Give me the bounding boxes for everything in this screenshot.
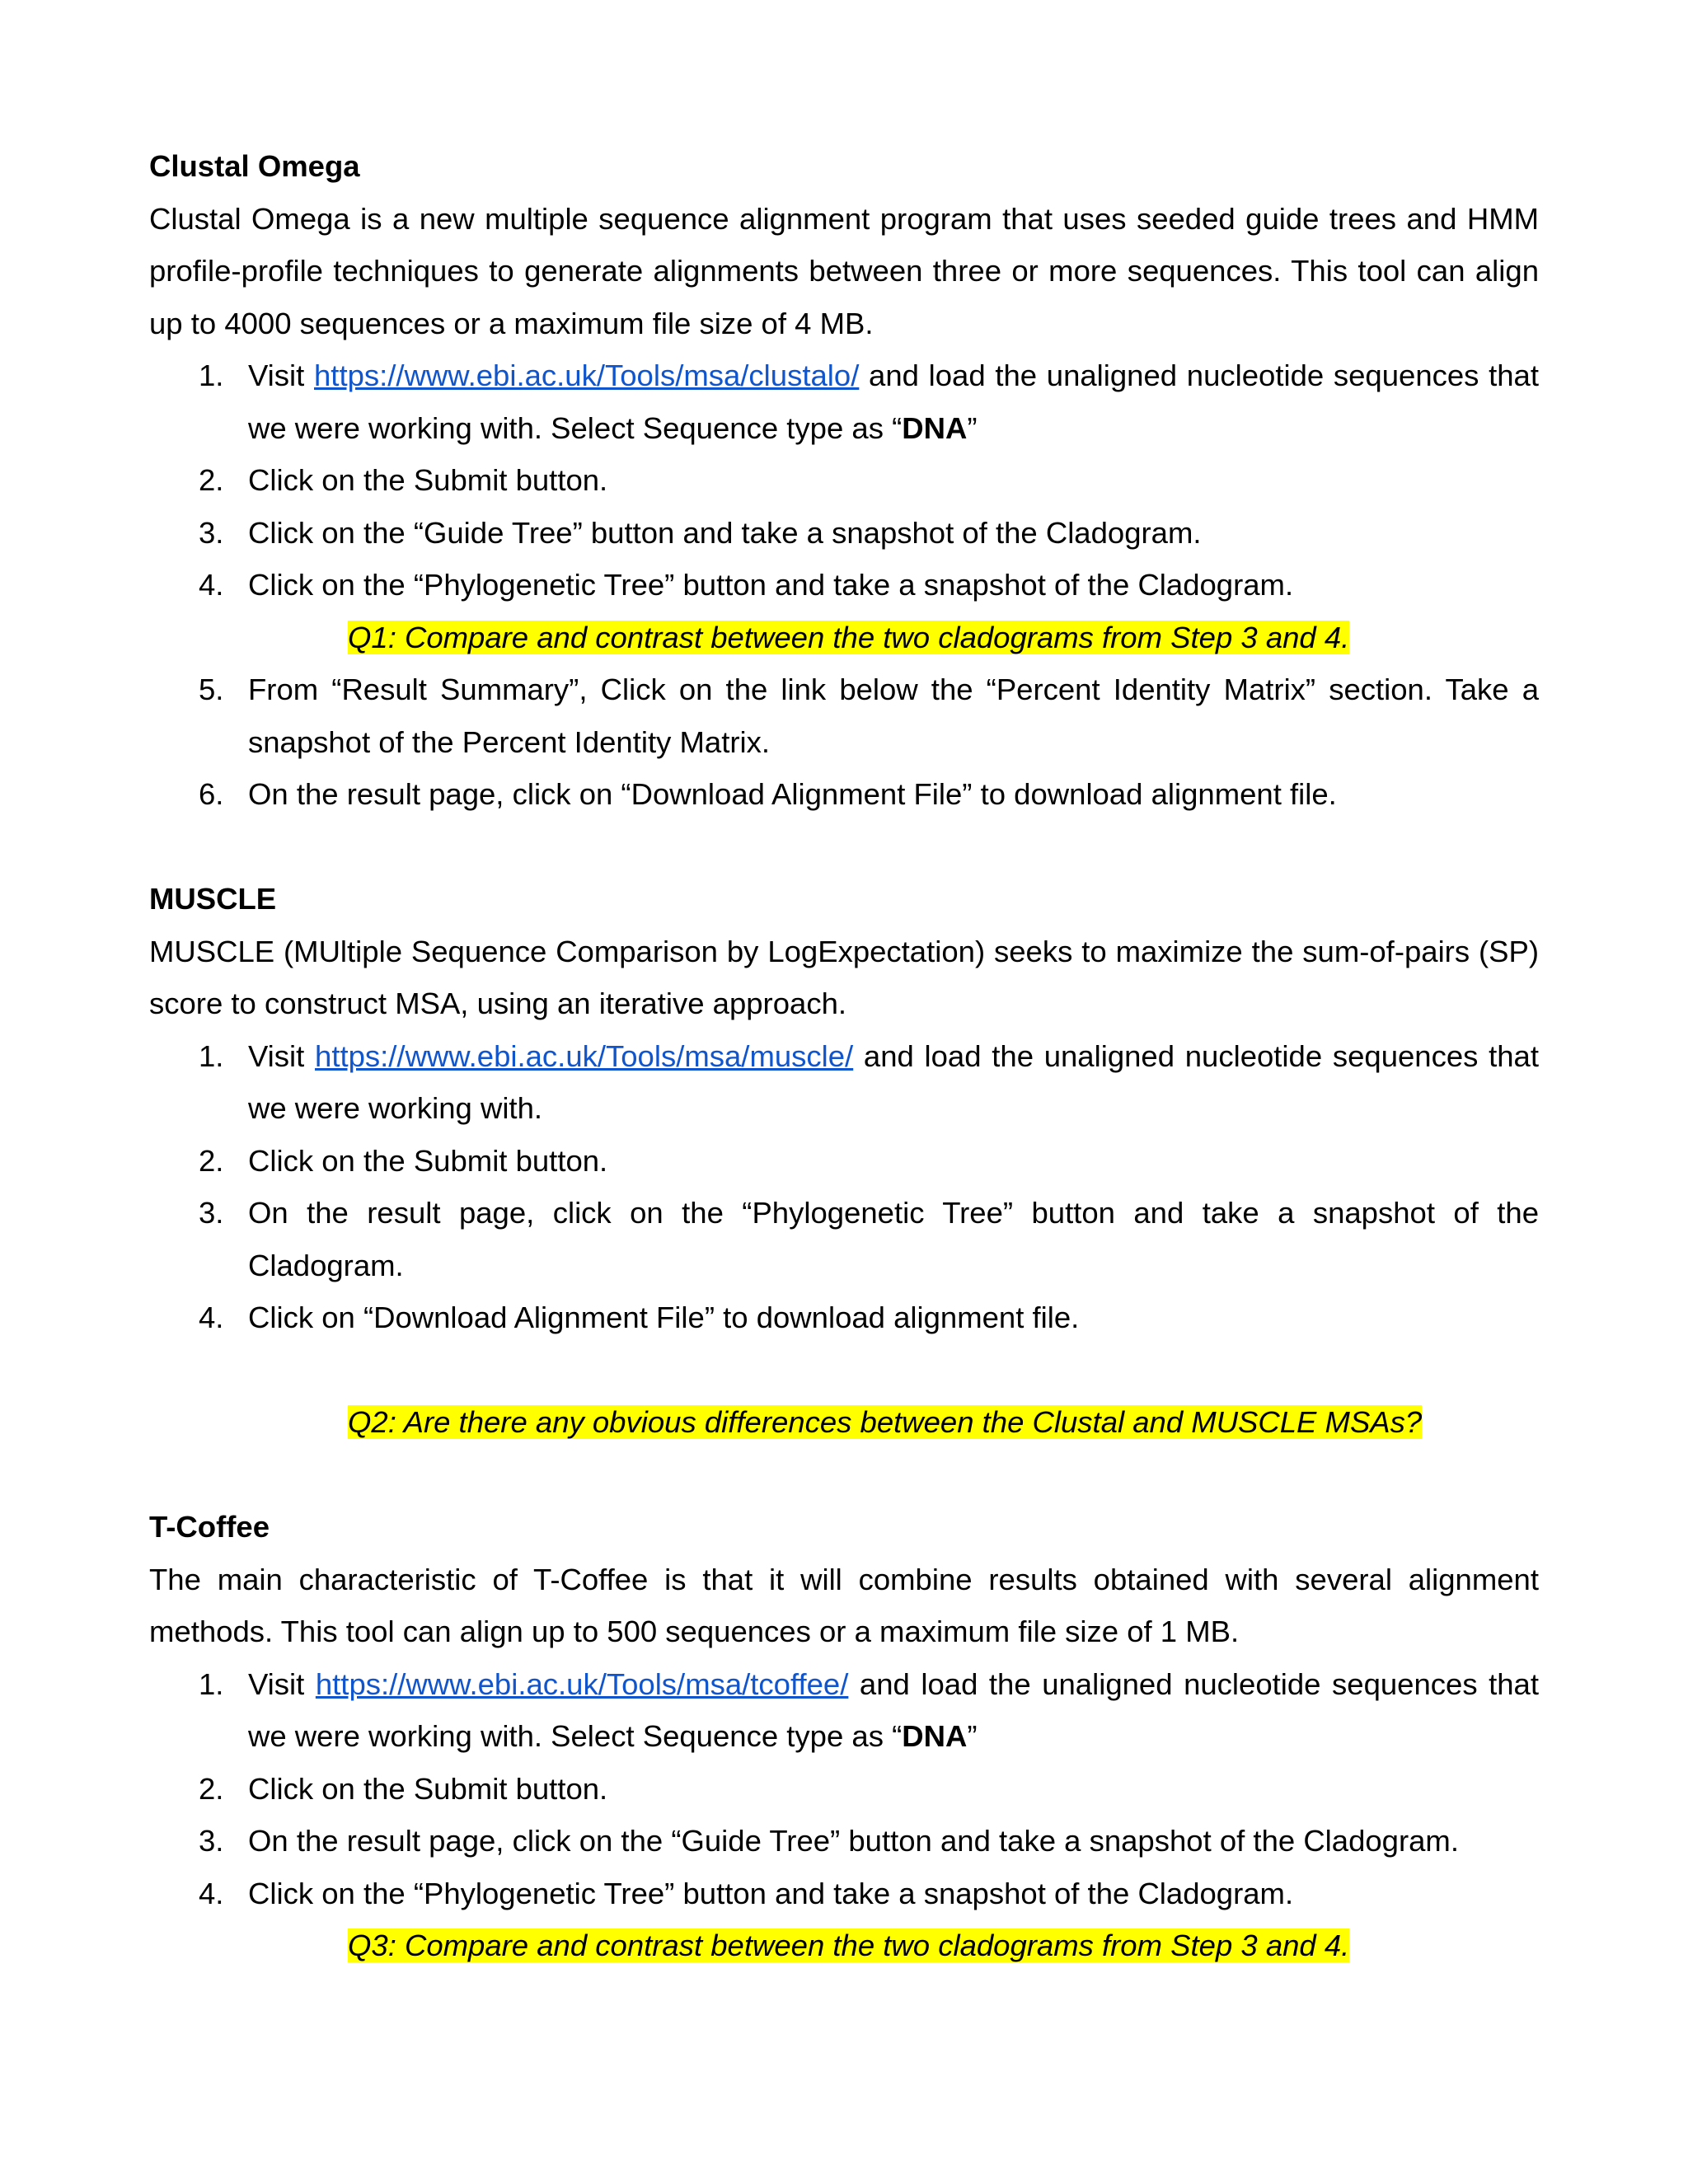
list-item xyxy=(149,559,1539,612)
list-item xyxy=(149,507,1539,560)
step-text-tail: ” xyxy=(967,410,978,445)
step-text: On the result page, click on the “Guide Tree” button and take a snapshot of the Cladogram. xyxy=(248,1824,1459,1858)
blank-line xyxy=(149,1344,1539,1397)
steps-list-continued xyxy=(149,663,1539,821)
section-muscle xyxy=(149,873,1539,1449)
tcoffee-link[interactable]: https://www.ebi.ac.uk/Tools/msa/tcoffee/ xyxy=(315,1666,849,1701)
step-text-pre: Visit xyxy=(248,359,314,392)
list-number: 5. xyxy=(199,673,224,706)
highlighted-question: Q3: Compare and contrast between the two cladograms from Step 3 and 4. xyxy=(348,1929,1350,1962)
steps-list xyxy=(149,1658,1539,1920)
list-item xyxy=(149,454,1539,507)
section-intro: Clustal Omega is a new multiple sequence alignment program that uses seeded guide trees and HMM profile-profile techniques to generate alignments between three or more sequences. This tool can align up to 4000 sequences or a maximum file size of 4 MB. xyxy=(149,201,1539,340)
step-text-tail: ” xyxy=(967,1719,978,1753)
list-number: 3. xyxy=(199,1196,224,1230)
list-item xyxy=(149,1135,1539,1188)
section-heading: MUSCLE xyxy=(149,882,277,916)
list-number: 4. xyxy=(199,1301,224,1334)
clustalo-link[interactable]: https://www.ebi.ac.uk/Tools/msa/clustalo/ xyxy=(314,359,860,392)
section-intro: MUSCLE (MUltiple Sequence Comparison by LogExpectation) seeks to maximize the sum-of-pairs (SP) score to construct MSA, using an iterative approach. xyxy=(149,934,1539,1020)
list-number: 1. xyxy=(199,359,224,392)
step-text: From “Result Summary”, Click on the link below the “Percent Identity Matrix” section. Take a snapshot of the Percent Identity Matrix. xyxy=(248,673,1539,759)
list-number: 4. xyxy=(199,568,224,602)
list-item xyxy=(149,349,1539,454)
step-text: On the result page, click on “Download Alignment File” to download alignment file. xyxy=(248,777,1337,811)
section-t-coffee xyxy=(149,1501,1539,1972)
step-text-bold: DNA xyxy=(902,410,968,445)
steps-list xyxy=(149,349,1539,612)
list-number: 3. xyxy=(199,1824,224,1858)
step-text: Click on the Submit button. xyxy=(248,463,608,497)
section-intro: The main characteristic of T-Coffee is that it will combine results obtained with several alignment methods. This tool can align up to 500 sequences or a maximum file size of 1 MB. xyxy=(149,1562,1539,1648)
list-number: 2. xyxy=(199,463,224,497)
question-q2 xyxy=(149,1396,1539,1449)
question-q1 xyxy=(149,612,1539,664)
list-number: 4. xyxy=(199,1876,224,1910)
list-item xyxy=(149,768,1539,821)
blank-line xyxy=(149,821,1539,874)
list-number: 2. xyxy=(199,1143,224,1178)
step-text: Click on the “Guide Tree” button and take a snapshot of the Cladogram. xyxy=(248,515,1202,550)
step-text-pre: Visit xyxy=(248,1038,316,1073)
step-text: On the result page, click on the “Phylogenetic Tree” button and take a snapshot of the Cladogram. xyxy=(248,1196,1539,1282)
section-clustal-omega xyxy=(149,140,1539,821)
list-item xyxy=(149,1763,1539,1816)
list-item xyxy=(149,1868,1539,1920)
step-text: Click on the Submit button. xyxy=(248,1771,608,1806)
muscle-link[interactable]: https://www.ebi.ac.uk/Tools/msa/muscle/ xyxy=(315,1038,854,1073)
step-text-post: and load the unaligned nucleotide sequences that we were working with. xyxy=(248,1038,1539,1125)
list-number: 6. xyxy=(199,777,224,811)
list-number: 1. xyxy=(199,1666,224,1701)
list-number: 3. xyxy=(199,515,224,550)
list-item xyxy=(149,1187,1539,1291)
list-number: 1. xyxy=(199,1038,224,1073)
step-text-post: and load the unaligned nucleotide sequences that we were working with. Select Sequence type as “ xyxy=(248,359,1539,445)
list-item xyxy=(149,663,1539,768)
step-text-post: and load the unaligned nucleotide sequences that we were working with. Select Sequence type as “ xyxy=(248,1666,1539,1753)
list-item xyxy=(149,1030,1539,1135)
step-text-bold: DNA xyxy=(902,1719,968,1753)
blank-line xyxy=(149,1449,1539,1502)
document-body xyxy=(149,140,1539,1972)
list-item xyxy=(149,1815,1539,1868)
steps-list xyxy=(149,1030,1539,1344)
list-number: 2. xyxy=(199,1771,224,1806)
question-q3 xyxy=(149,1919,1539,1972)
list-item xyxy=(149,1291,1539,1344)
step-text: Click on “Download Alignment File” to download alignment file. xyxy=(248,1301,1080,1334)
list-item xyxy=(149,1658,1539,1763)
step-text: Click on the “Phylogenetic Tree” button and take a snapshot of the Cladogram. xyxy=(248,568,1294,602)
step-text-pre: Visit xyxy=(248,1666,316,1701)
section-heading: T-Coffee xyxy=(149,1510,270,1544)
step-text: Click on the “Phylogenetic Tree” button and take a snapshot of the Cladogram. xyxy=(248,1876,1294,1910)
section-heading: Clustal Omega xyxy=(149,149,360,183)
step-text: Click on the Submit button. xyxy=(248,1143,608,1178)
highlighted-question: Q2: Are there any obvious differences between the Clustal and MUSCLE MSAs? xyxy=(348,1405,1423,1439)
highlighted-question: Q1: Compare and contrast between the two cladograms from Step 3 and 4. xyxy=(348,620,1350,654)
